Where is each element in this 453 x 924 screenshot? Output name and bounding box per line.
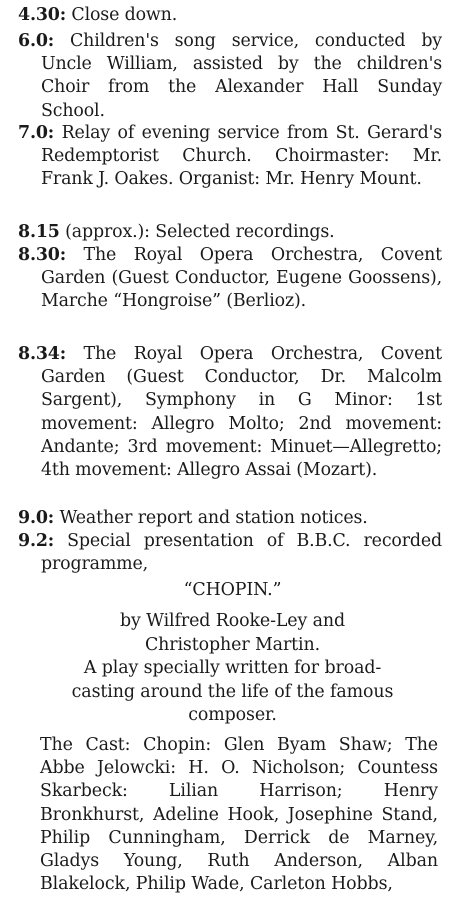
schedule-entry: [18, 507, 442, 530]
schedule-entry: [18, 122, 442, 192]
play-description-line2: casting around the life of the famous: [71, 682, 394, 702]
entry-time: 4.30:: [18, 5, 67, 25]
entry-time: 8.30:: [18, 245, 67, 265]
entry-time: 9.2:: [18, 531, 55, 551]
schedule-entry: [18, 530, 442, 576]
play-description-line3: composer.: [188, 705, 277, 725]
entry-text: Weather report and station notices.: [59, 508, 368, 528]
play-authors-line1: by Wilfred Rooke-Ley and: [119, 611, 346, 631]
play-title: “CHOPIN.”: [183, 580, 282, 600]
schedule-entry: [18, 30, 442, 123]
play-cast: The Cast: Chopin: Glen Byam Shaw; The Abbe Jelowcki: H. O. Nicholson; Countess Skarbeck: Lilian Harrison; Henry Bronkhurst, Adeline Hook, Josephine Stand, Philip Cunningham, Derrick de Marney, Gladys Young, Ruth Anderson, Alban Blakelock, Philip Wade, Carleton Hobbs,: [40, 735, 438, 895]
schedule-entry: [18, 4, 442, 27]
entry-text: The Royal Opera Orchestra, Covent Garden (Guest Conductor, Dr. Malcolm Sargent), Symphony in G Minor: 1st movement: Allegro Molto; 2nd movement: Andante; 3rd movement: Minuet—Allegretto; 4th movement: Allegro Assai (Mozart).: [41, 344, 442, 481]
play-description-line1: A play specially written for broad-: [83, 658, 382, 678]
schedule-entry: [18, 221, 442, 244]
entry-text: Close down.: [71, 5, 178, 25]
entry-time: 7.0:: [18, 123, 55, 143]
schedule-entry: [18, 244, 442, 314]
entry-text: Relay of evening service from St. Gerard's Redemptorist Church. Choirmaster: Mr. Frank J. Oakes. Organist: Mr. Henry Mount.: [41, 123, 442, 190]
entry-time: 9.0:: [18, 508, 55, 528]
play-authors-line2: Christopher Martin.: [144, 635, 321, 655]
entry-time: 8.34:: [18, 344, 67, 364]
entry-text: The Royal Opera Orchestra, Covent Garden (Guest Conductor, Eugene Goossens), Marche “Hongroise” (Berlioz).: [41, 245, 442, 312]
entry-text: Special presentation of B.B.C. recorded programme,: [41, 531, 442, 575]
entry-text: Children's song service, conducted by Uncle William, assisted by the children's Choir from the Alexander Hall Sunday School.: [41, 31, 442, 121]
schedule-entry: [18, 343, 442, 482]
entry-text: (approx.): Selected recordings.: [65, 222, 335, 242]
entry-time: 8.15: [18, 222, 60, 242]
entry-time: 6.0:: [18, 31, 55, 51]
